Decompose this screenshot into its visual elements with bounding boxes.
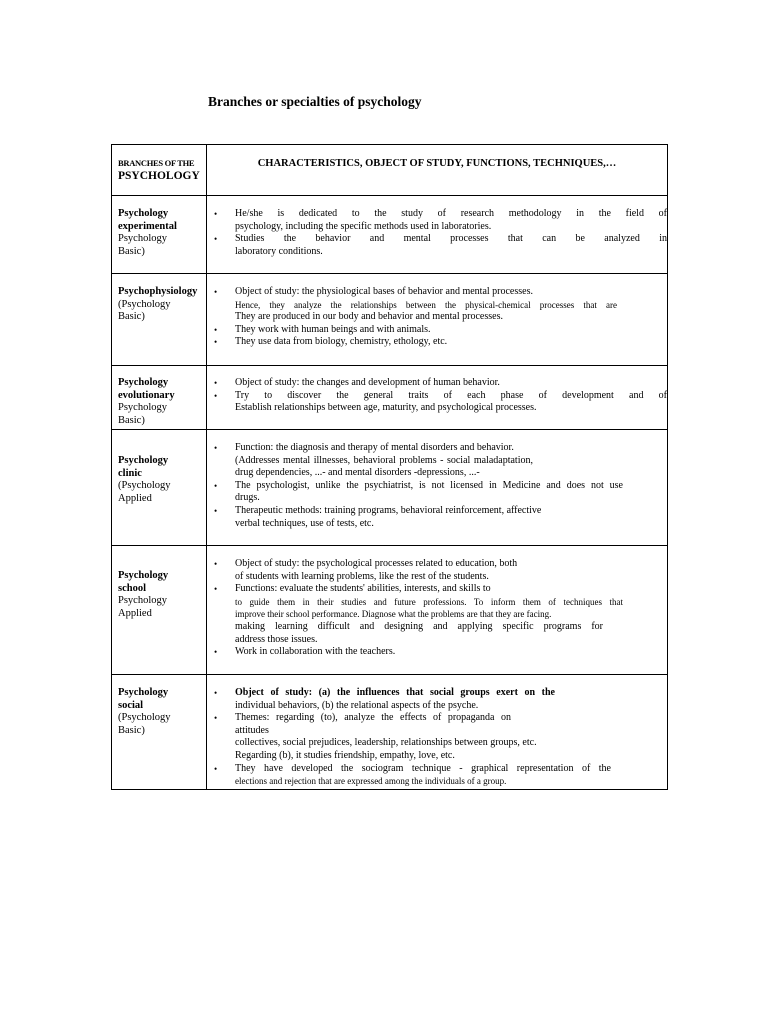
page-title: Branches or specialties of psychology <box>208 94 422 109</box>
header-branches-line1: BRANCHES OF THE <box>118 158 195 168</box>
table-row <box>112 366 668 430</box>
branch-name: evolutionary <box>118 389 175 401</box>
list-item: • Therapeutic methods: training programs, behavioral reinforcement, affective verbal techniques, use of tests, etc. <box>235 505 623 530</box>
branch-description-cell <box>207 546 668 675</box>
branch-type: Applied <box>118 492 152 504</box>
branch-name-cell <box>112 366 207 430</box>
list-item: • He/she is dedicated to the study of research methodology in the field of psychology, including the specific methods used in laboratories. <box>235 208 667 233</box>
branch-name: Psychophysiology <box>118 286 198 297</box>
table-row <box>112 546 668 675</box>
branch-type: Psychology <box>118 595 168 607</box>
list-item: • The psychologist, unlike the psychiatrist, is not licensed in Medicine and does not use drugs. <box>235 480 623 505</box>
table-row <box>112 196 668 274</box>
table-row <box>112 430 668 546</box>
branch-type: (Psychology <box>118 298 171 310</box>
branch-name-cell <box>112 675 207 790</box>
branch-name: school <box>118 582 147 594</box>
header-characteristics: CHARACTERISTICS, OBJECT OF STUDY, FUNCTIONS, TECHNIQUES,… <box>257 158 617 169</box>
list-item: • Try to discover the general traits of each phase of development and of Establish relationships between age, maturity, and psychological processes. <box>235 390 667 415</box>
table-row <box>112 675 668 790</box>
list-item: • Object of study: the psychological processes related to education, both of students with learning problems, like the rest of the students. <box>235 558 623 583</box>
list-item: • Functions: evaluate the students' abilities, interests, and skills to to guide them in their studies and future professions. To inform them of techniques that improve their school performance. Diagnose what the problems are that they are facing. making learning difficult and designing and applying specific programs for address those issues. <box>235 583 623 646</box>
list-item: • They use data from biology, chemistry, ethology, etc. <box>235 336 617 349</box>
branch-description-cell <box>207 274 668 366</box>
table-header-row <box>112 145 668 196</box>
branches-table <box>111 144 668 790</box>
list-item: • Object of study: the changes and development of human behavior. <box>235 377 667 390</box>
branch-type: Basic) <box>118 724 145 736</box>
branch-name: Psychology <box>118 377 169 388</box>
branch-type: (Psychology <box>118 480 171 492</box>
branch-description-cell <box>207 675 668 790</box>
branch-name-cell <box>112 430 207 546</box>
branch-name: clinic <box>118 467 142 479</box>
list-item: • Studies the behavior and mental processes that can be analyzed in laboratory conditions. <box>235 233 667 258</box>
header-branches-cell <box>112 145 207 196</box>
list-item: • Object of study: the physiological bases of behavior and mental processes. Hence, they analyze the relationships between the physical-chemical processes that are They are produced in our body and behavior and mental processes. <box>235 286 617 324</box>
table-row <box>112 274 668 366</box>
branch-description-cell <box>207 196 668 274</box>
branch-name: experimental <box>118 220 177 232</box>
branch-name-cell <box>112 196 207 274</box>
branch-type: Basic) <box>118 311 145 323</box>
list-item: • Themes: regarding (to), analyze the effects of propaganda on attitudes collectives, social prejudices, leadership, relationships between groups, etc. Regarding (b), it studies friendship, empathy, love, etc. <box>235 712 611 762</box>
branch-type: (Psychology <box>118 712 171 724</box>
branch-name: Psychology <box>118 687 169 698</box>
branch-type: Applied <box>118 607 152 619</box>
branch-type: Psychology <box>118 233 168 245</box>
branch-description-cell <box>207 430 668 546</box>
branch-type: Basic) <box>118 414 145 426</box>
list-item: • Work in collaboration with the teachers. <box>235 646 623 659</box>
branch-name: Psychology <box>118 455 169 466</box>
branch-description-cell <box>207 366 668 430</box>
list-item: • Function: the diagnosis and therapy of mental disorders and behavior. (Addresses mental illnesses, behavioral problems - social maladaptation, drug dependencies, ...- and mental disorders -depressions, ...- <box>235 442 623 480</box>
branch-type: Basic) <box>118 245 145 257</box>
branch-name-cell <box>112 546 207 675</box>
list-item: • They work with human beings and with animals. <box>235 324 617 337</box>
list-item: • They have developed the sociogram technique - graphical representation of the elections and rejection that are expressed among the individuals of a group. <box>235 763 611 788</box>
list-item: • Object of study: (a) the influences that social groups exert on the individual behaviors, (b) the relational aspects of the psyche. <box>235 687 611 712</box>
branch-name: Psychology <box>118 208 169 219</box>
header-characteristics-cell <box>207 145 668 196</box>
header-branches-line2: PSYCHOLOGY <box>118 170 200 182</box>
branch-name: social <box>118 699 144 711</box>
branch-type: Psychology <box>118 402 168 414</box>
branch-name-cell <box>112 274 207 366</box>
branch-name: Psychology <box>118 570 169 581</box>
